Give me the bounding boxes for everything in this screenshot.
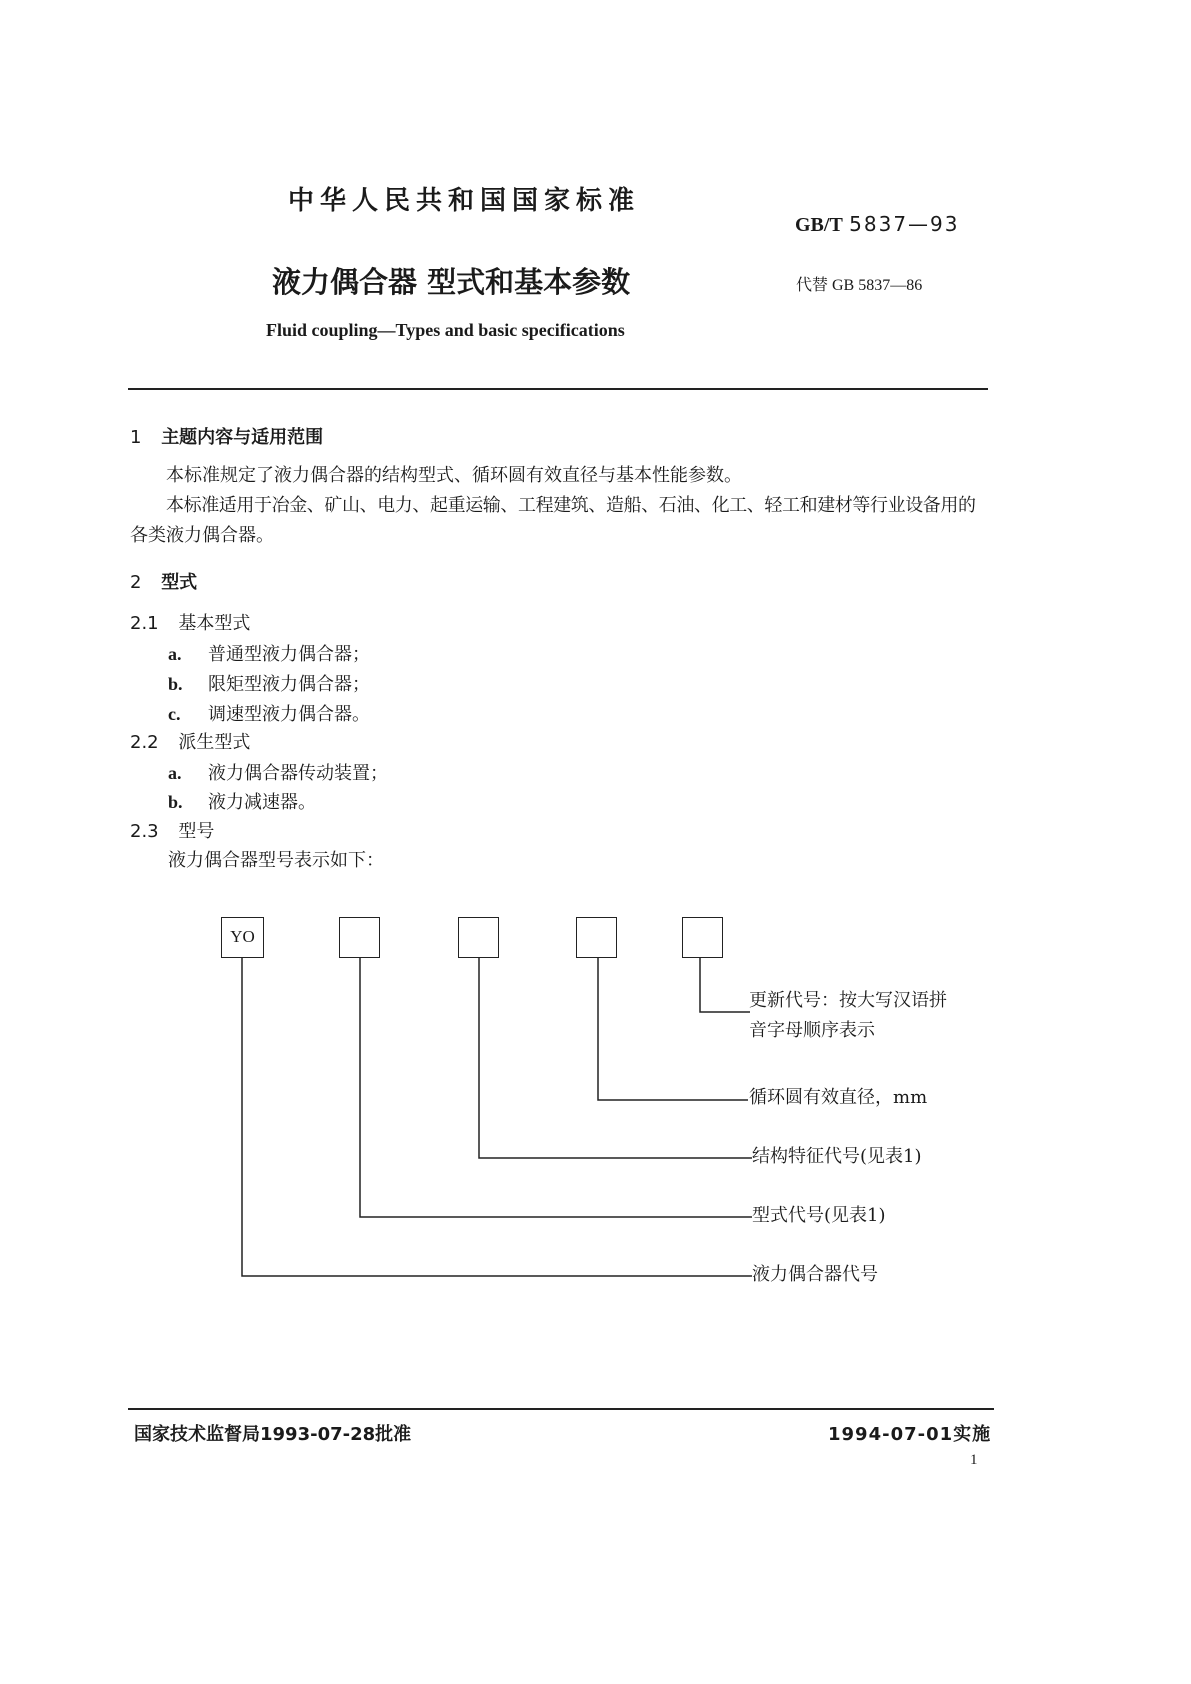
code-box-structure	[458, 917, 499, 958]
connector-structure-code	[479, 957, 752, 1158]
annotation-update-code-line2: 音字母顺序表示	[749, 1020, 875, 1041]
section2-number: 2	[130, 572, 142, 593]
document-title-cn: 液力偶合器 型式和基本参数	[272, 265, 631, 299]
list-item-label: c.	[168, 704, 181, 724]
list-item-label: a.	[168, 644, 182, 664]
footer-divider	[128, 1408, 994, 1410]
subsection-2-2-number: 2.2	[130, 732, 159, 753]
list-item-label: a.	[168, 763, 182, 783]
subsection-2-1-number: 2.1	[130, 613, 159, 634]
code-prefix: GB/T	[795, 214, 843, 236]
annotation-update-code-line1: 更新代号：按大写汉语拼	[749, 990, 947, 1011]
connector-diameter	[598, 957, 748, 1100]
annotation-type-code: 型式代号(见表1)	[752, 1205, 886, 1226]
annotation-structure-code: 结构特征代号(见表1)	[752, 1146, 922, 1167]
implementation-date: 1994-07-01实施	[828, 1424, 992, 1445]
annotation-diameter: 循环圆有效直径，mm	[749, 1087, 928, 1108]
subsection-2-1-title: 基本型式	[178, 613, 251, 634]
section1-number: 1	[130, 427, 142, 448]
list-item-label: b.	[168, 674, 183, 694]
connector-coupling-code	[242, 957, 752, 1276]
approval-note: 国家技术监督局1993-07-28批准	[134, 1424, 412, 1445]
subsection-2-3-intro: 液力偶合器型号表示如下：	[168, 850, 384, 871]
subsection-2-3-number: 2.3	[130, 821, 159, 842]
code-number: 5837—93	[849, 212, 960, 236]
connector-type-code	[360, 957, 752, 1217]
code-box-update	[682, 917, 723, 958]
section1-para2-line1: 本标准适用于冶金、矿山、电力、起重运输、工程建筑、造船、石油、化工、轻工和建材等行业设备用的	[166, 495, 976, 516]
code-box-diameter	[576, 917, 617, 958]
code-box-yo	[221, 917, 264, 958]
document-title-en: Fluid coupling—Types and basic specifications	[266, 320, 625, 340]
code-box-yo-label: YO	[230, 927, 255, 946]
code-box-type	[339, 917, 380, 958]
subsection-2-2-title: 派生型式	[178, 732, 251, 753]
page-number: 1	[970, 1452, 978, 1468]
annotation-coupling-code: 液力偶合器代号	[752, 1264, 878, 1285]
list-item-text: 限矩型液力偶合器；	[208, 674, 370, 695]
connector-update-code	[700, 957, 750, 1012]
section2-title: 型式	[161, 572, 198, 593]
section1-para2-line2: 各类液力偶合器。	[130, 525, 274, 546]
org-title: 中华人民共和国国家标准	[288, 186, 641, 216]
list-item-text: 普通型液力偶合器；	[208, 644, 370, 665]
replaces-note: 代替 GB 5837—86	[796, 277, 923, 294]
list-item-text: 液力偶合器传动装置；	[208, 763, 388, 784]
list-item-text: 液力减速器。	[208, 792, 316, 813]
section1-title: 主题内容与适用范围	[161, 427, 324, 448]
list-item-label: b.	[168, 792, 183, 812]
subsection-2-3-title: 型号	[178, 821, 215, 842]
section1-para1: 本标准规定了液力偶合器的结构型式、循环圆有效直径与基本性能参数。	[166, 465, 742, 486]
list-item-text: 调速型液力偶合器。	[208, 704, 370, 725]
